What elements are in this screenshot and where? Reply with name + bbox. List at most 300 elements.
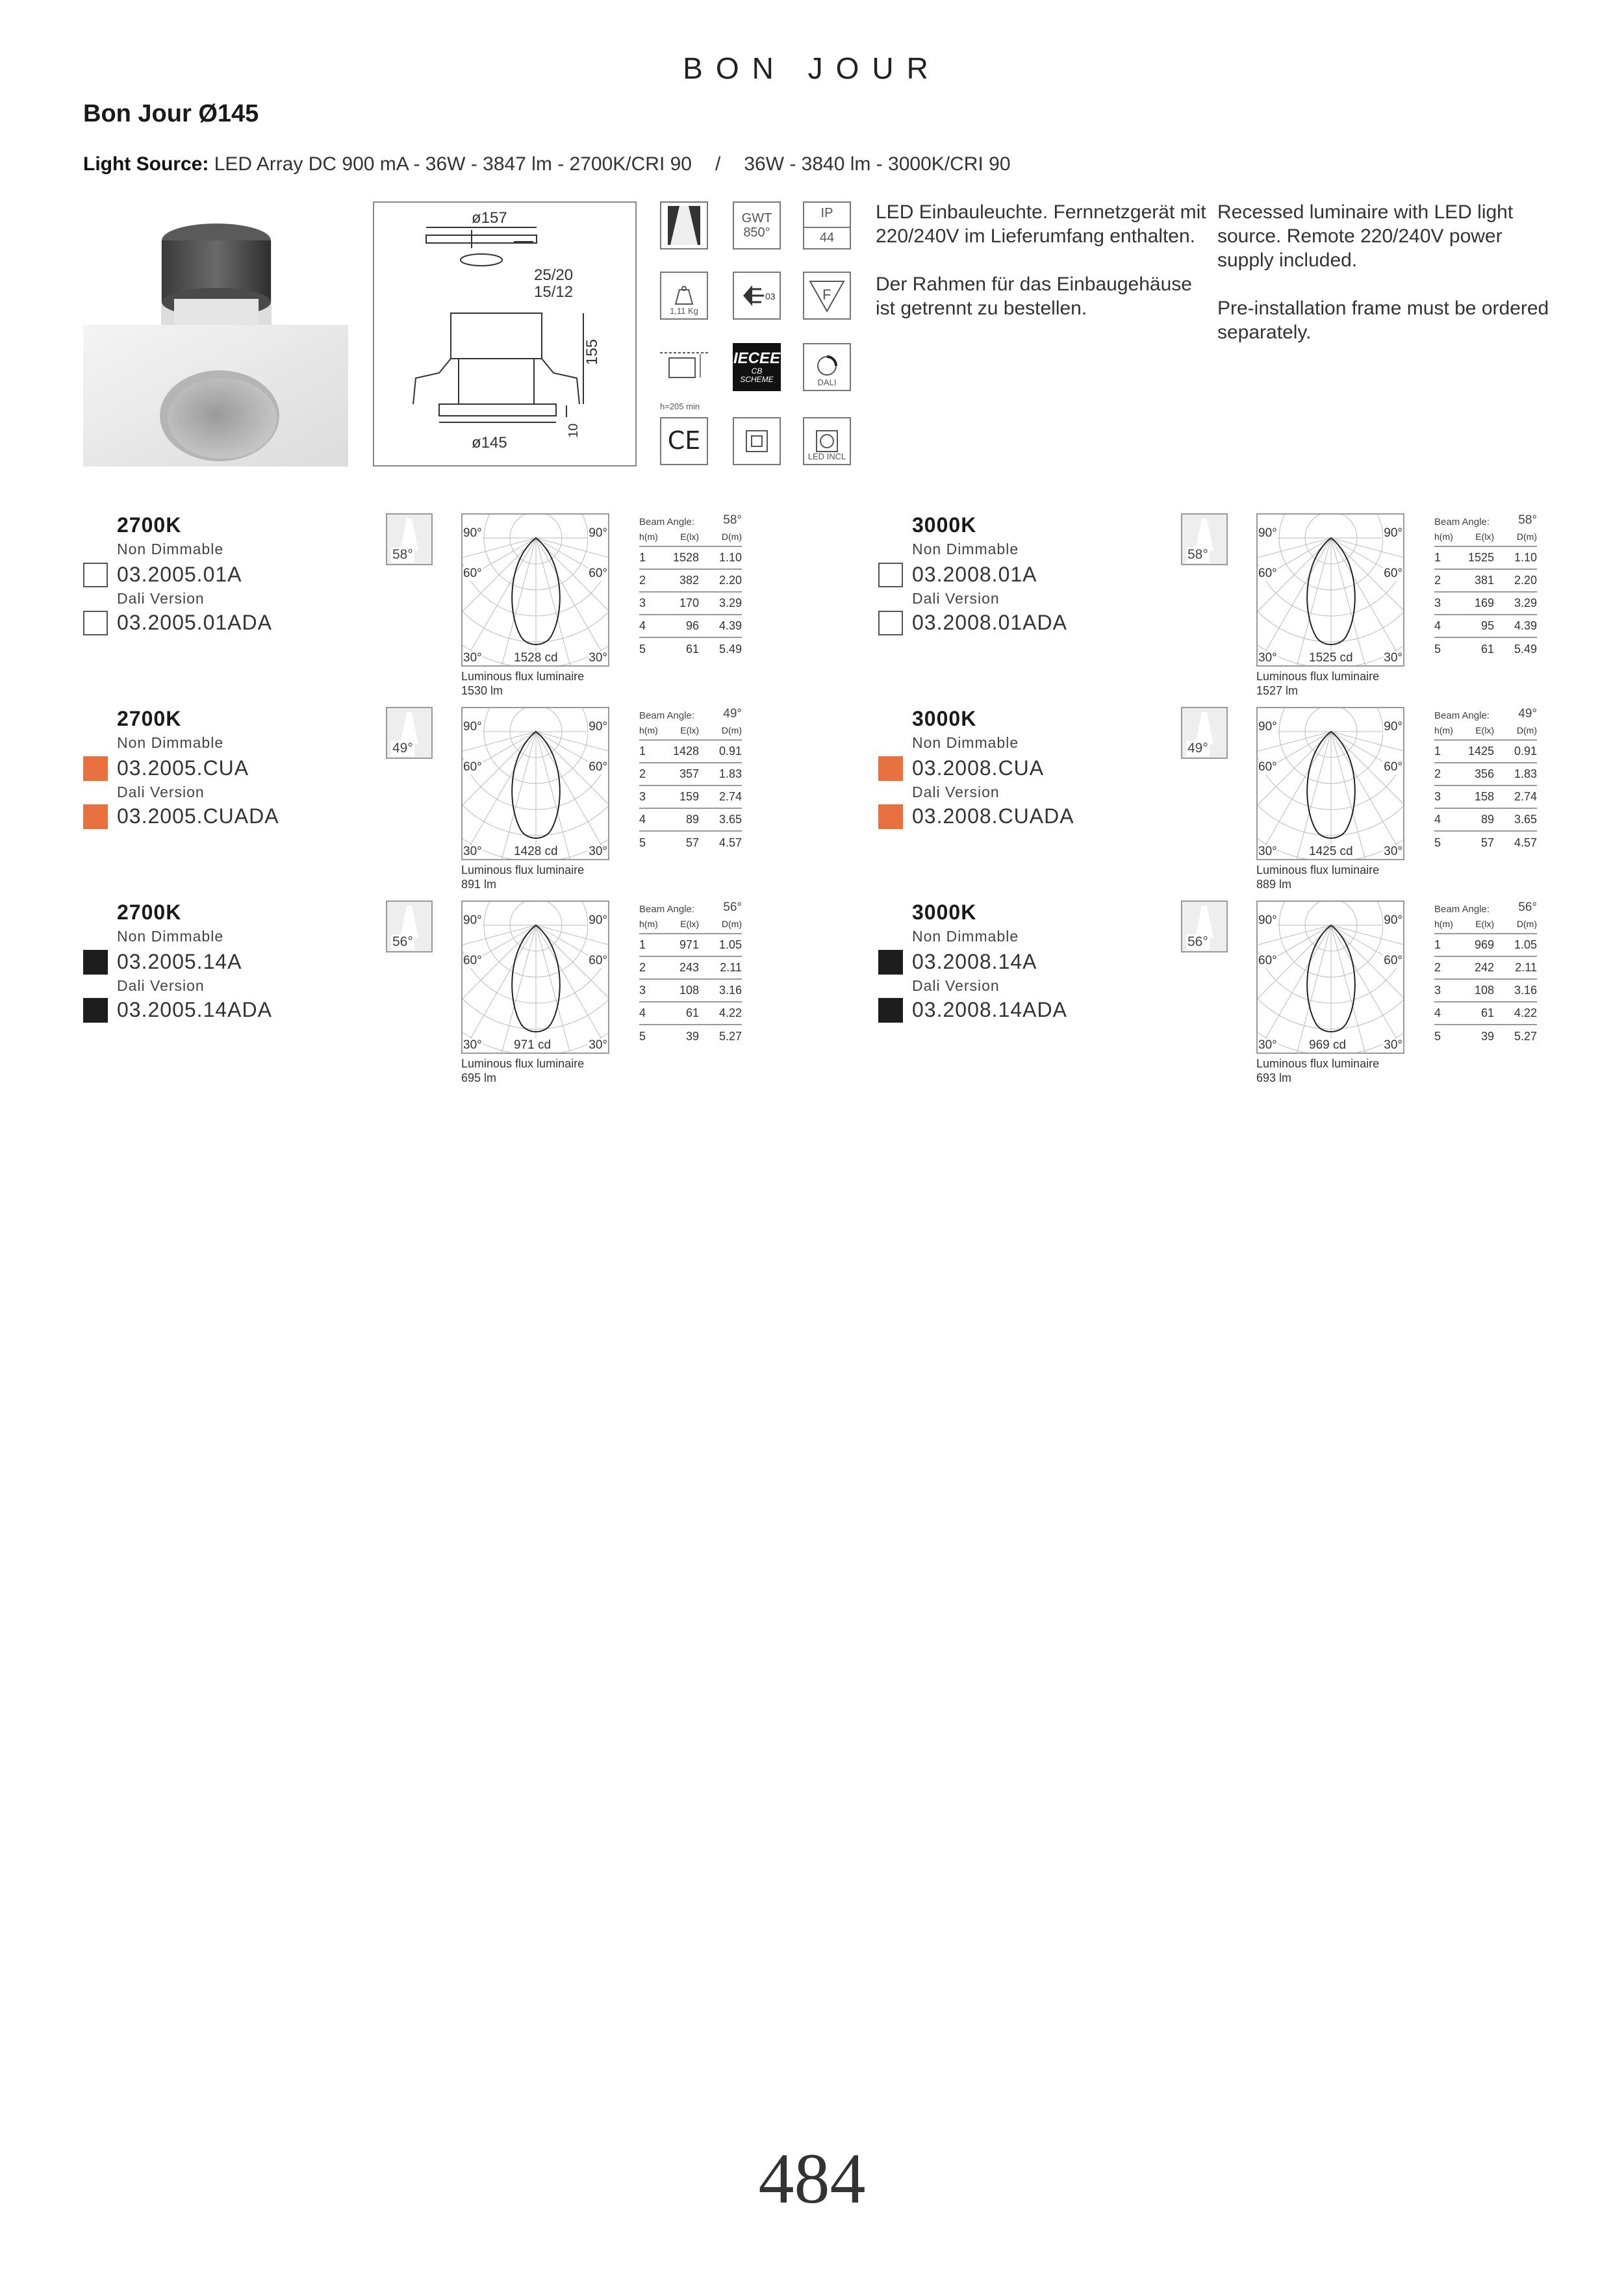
beam-angle-value: 58° [1518,513,1537,527]
luminous-flux [1256,1056,1379,1085]
polar-diagram [461,901,609,1054]
angle-label: 30° [1258,1038,1277,1052]
cell-height: 5 [1434,643,1441,656]
dali-version-label: Dali Version [117,977,205,994]
table-header-row [639,721,742,741]
table-header-row [1434,915,1537,934]
angle-label: 30° [1258,845,1277,858]
non-dimmable-label: Non Dimmable [912,928,1019,945]
beam-angle-badge: 56° [1187,934,1208,949]
table-row [639,741,742,763]
cell-illuminance: 61 [1480,1006,1494,1019]
luminous-flux-value: 1527 lm [1256,684,1299,697]
select-checkbox[interactable] [83,804,108,829]
table-row [1434,638,1537,661]
cell-illuminance: 1528 [672,551,699,564]
angle-label: 60° [589,760,607,774]
table-row [639,786,742,809]
cell-height: 4 [639,813,646,826]
cell-diameter: 3.65 [718,813,742,826]
cell-height: 3 [1434,984,1441,997]
angle-label: 60° [589,954,607,967]
table-row [639,638,742,661]
beam-angle-badge: 56° [392,934,413,949]
cell-illuminance: 95 [1480,619,1494,632]
table-header-row [639,915,742,934]
table-row [1434,980,1537,1003]
cell-diameter: 4.22 [1514,1006,1537,1019]
beam-angle-icon [386,901,433,952]
cell-height: 4 [1434,619,1441,632]
table-row [639,570,742,593]
angle-label: 90° [1384,913,1402,927]
col-header-h: h(m) [1434,919,1453,929]
col-header-h: h(m) [639,725,658,735]
cell-height: 1 [639,551,646,564]
cell-illuminance: 381 [1474,574,1494,587]
cell-height: 2 [639,767,646,780]
beam-angle-header [1434,702,1537,721]
ip-rating-icon [803,201,851,249]
angle-label: 30° [589,1038,607,1052]
gwt-line1: GWT [741,211,772,225]
table-header-row [639,528,742,547]
ip-label: IP [820,206,833,220]
brand-heading: BON JOUR [683,51,941,85]
cell-illuminance: 39 [685,1030,699,1043]
cell-diameter: 4.39 [1514,619,1537,632]
luminous-flux-label: Luminous flux luminaire [1256,670,1380,683]
luminous-flux-value: 693 lm [1256,1071,1292,1084]
cell-height: 3 [1434,790,1441,803]
angle-label: 90° [589,720,607,734]
weight-icon [660,272,708,320]
polar-grid [463,708,608,859]
beam-angle-label: Beam Angle: [1434,904,1490,915]
table-row [1434,809,1537,832]
select-checkbox[interactable] [83,950,108,975]
table-row [1434,832,1537,854]
table-row [639,763,742,786]
beam-angle-icon [1181,513,1228,565]
cell-diameter: 1.83 [718,767,742,780]
cell-illuminance: 242 [1474,961,1494,974]
cell-height: 4 [639,1006,646,1019]
table-header-row [1434,721,1537,741]
table-row [639,1025,742,1048]
page-number: 484 [758,2139,866,2218]
col-header-d: D(m) [1516,531,1537,542]
iecee-line2: CB [751,366,763,376]
cell-diameter: 3.16 [718,984,742,997]
angle-label: 30° [1384,651,1402,665]
select-checkbox[interactable] [83,563,108,587]
cell-diameter: 2.11 [1515,961,1537,974]
beam-angle-header [639,895,742,915]
luminous-flux-label: Luminous flux luminaire [1256,863,1380,876]
angle-label: 30° [1384,1038,1402,1052]
cell-illuminance: 57 [1480,836,1494,849]
angle-label: 60° [1384,954,1402,967]
cell-height: 1 [1434,938,1441,951]
beam-angle-label: Beam Angle: [639,904,695,915]
article-code: 03.2008.CUA [912,756,1045,780]
cell-illuminance: 169 [1474,596,1494,609]
iecee-icon [733,343,781,391]
article-code: 03.2005.14A [117,950,242,973]
beam-angle-icon [1181,707,1228,759]
article-code-dali: 03.2008.CUADA [912,804,1074,828]
dali-version-label: Dali Version [117,784,205,800]
col-header-h: h(m) [639,919,658,929]
cell-illuminance: 61 [1480,643,1494,656]
iecee-line3: SCHEME [740,375,774,385]
cell-diameter: 4.57 [1514,836,1537,849]
select-checkbox[interactable] [878,804,903,829]
select-checkbox[interactable] [83,998,108,1023]
cell-height: 5 [1434,1030,1441,1043]
ce-label: CE [667,426,701,455]
cell-illuminance: 108 [1474,984,1494,997]
cell-illuminance: 1525 [1467,551,1494,564]
technical-drawing [373,201,637,466]
beam-angle-value: 56° [1518,901,1537,914]
beam-angle-label: Beam Angle: [1434,710,1490,721]
beam-angle-value: 56° [723,901,742,914]
cell-height: 1 [639,938,646,951]
cell-diameter: 5.27 [1514,1030,1537,1043]
angle-label: 90° [463,526,482,540]
angle-label: 30° [1258,651,1277,665]
table-row [639,1003,742,1025]
select-checkbox[interactable] [878,998,903,1023]
cell-height: 3 [639,790,646,803]
drawing-dim-bottom: ø145 [472,434,507,452]
col-header-d: D(m) [1516,919,1537,929]
cell-illuminance: 158 [1474,790,1494,803]
illuminance-table [639,895,742,1048]
angle-label: 90° [589,913,607,927]
select-checkbox[interactable] [83,611,108,635]
ip-value: 44 [804,227,850,245]
cell-illuminance: 108 [679,984,699,997]
variant-block [83,707,824,895]
luminous-flux-label: Luminous flux luminaire [461,670,585,683]
table-row [1434,615,1537,638]
f-mark-label: F [822,287,831,303]
angle-label: 90° [463,720,482,734]
select-checkbox[interactable] [878,611,903,635]
cell-illuminance: 89 [685,813,699,826]
drawing-dim-top: ø157 [472,209,507,227]
angle-label: 60° [1384,567,1402,580]
non-dimmable-label: Non Dimmable [912,734,1019,751]
table-row [639,980,742,1003]
table-row [639,809,742,832]
dali-version-label: Dali Version [912,590,1000,607]
table-row [639,832,742,854]
polar-diagram [461,707,609,860]
non-dimmable-label: Non Dimmable [117,734,224,751]
article-code: 03.2005.CUA [117,756,249,780]
select-checkbox[interactable] [83,756,108,781]
table-row [1434,547,1537,570]
cell-illuminance: 382 [679,574,699,587]
cell-diameter: 3.65 [1514,813,1537,826]
light-source-label: Light Source: [83,153,209,175]
energy-class-icon [733,272,781,320]
table-header-row [1434,528,1537,547]
cell-illuminance: 159 [679,790,699,803]
drawing-height: 155 [583,339,601,365]
cell-height: 1 [1434,551,1441,564]
luminous-flux [461,669,584,698]
angle-label: 90° [1384,720,1402,734]
variant-block [878,707,1619,895]
led-included-label: LED INCL [807,451,846,461]
select-checkbox[interactable] [878,756,903,781]
cell-illuminance: 357 [679,767,699,780]
cell-illuminance: 170 [679,596,699,609]
illuminance-table [1434,508,1537,661]
cell-diameter: 1.83 [1514,767,1537,780]
table-row [1434,786,1537,809]
product-title: Bon Jour Ø145 [83,100,259,127]
angle-label: 60° [589,567,607,580]
variant-block [83,513,824,702]
col-header-e: E(lx) [1475,919,1494,929]
cell-illuminance: 61 [685,1006,699,1019]
article-code: 03.2008.01A [912,563,1037,586]
beam-angle-header [639,702,742,721]
table-row [1434,570,1537,593]
beam-angle-value: 58° [723,513,742,527]
cell-illuminance: 89 [1480,813,1494,826]
dali-version-label: Dali Version [912,977,1000,994]
non-dimmable-label: Non Dimmable [117,928,224,945]
beam-angle-label: Beam Angle: [1434,517,1490,528]
polar-grid [463,902,608,1053]
variant-block [83,901,824,1089]
dali-version-label: Dali Version [912,784,1000,800]
table-row [1434,1025,1537,1048]
beam-angle-badge: 58° [1187,547,1208,562]
col-header-d: D(m) [721,725,742,735]
luminous-flux [461,1056,584,1085]
cell-height: 4 [1434,813,1441,826]
candela-value: 971 cd [514,1038,552,1052]
recess-height-label: h=205 min [660,402,700,411]
article-code-dali: 03.2005.CUADA [117,804,279,828]
beam-angle-badge: 49° [392,741,413,756]
iecee-line1: IECEE [733,349,781,367]
variant-block [878,513,1619,702]
table-row [639,547,742,570]
color-temperature: 3000K [912,513,977,537]
angle-label: 90° [1258,526,1277,540]
cell-illuminance: 1425 [1467,745,1494,758]
article-code: 03.2008.14A [912,950,1037,973]
class-two-icon [733,417,781,465]
gwt-line2: 850° [743,225,770,240]
luminous-flux-label: Luminous flux luminaire [461,1057,585,1070]
cell-illuminance: 971 [679,938,699,951]
beam-angle-label: Beam Angle: [639,710,695,721]
angle-label: 60° [463,760,482,774]
angle-label: 90° [589,526,607,540]
col-header-h: h(m) [1434,725,1453,735]
table-row [1434,741,1537,763]
cell-height: 2 [1434,961,1441,974]
beam-angle-value: 49° [1518,707,1537,721]
angle-label: 90° [1258,720,1277,734]
article-code: 03.2005.01A [117,563,242,586]
cell-height: 1 [639,745,646,758]
luminous-flux-label: Luminous flux luminaire [461,863,585,876]
cell-illuminance: 356 [1474,767,1494,780]
illuminance-table [639,508,742,661]
polar-diagram [461,513,609,667]
angle-label: 90° [1258,913,1277,927]
angle-label: 30° [463,651,482,665]
table-row [1434,957,1537,980]
angle-label: 30° [589,845,607,858]
drawing-lines [374,203,635,465]
polar-grid [1258,515,1403,665]
table-row [1434,593,1537,615]
non-dimmable-label: Non Dimmable [117,541,224,557]
candela-value: 969 cd [1309,1038,1347,1052]
cell-diameter: 3.16 [1514,984,1537,997]
col-header-e: E(lx) [680,725,699,735]
col-header-d: D(m) [721,531,742,542]
f-mark-icon [803,272,851,320]
cell-illuminance: 1428 [672,745,699,758]
table-row [639,593,742,615]
polar-diagram [1256,707,1404,860]
light-source-separator: / [715,153,721,175]
cell-diameter: 4.39 [718,619,742,632]
color-temperature: 3000K [912,707,977,730]
article-code-dali: 03.2005.14ADA [117,998,272,1021]
description-english: Recessed luminaire with LED light source. Remote 220/240V power supply included. Pre-installation frame must be ordered separately. [1217,201,1549,343]
dali-version-label: Dali Version [117,590,205,607]
luminous-flux-value: 1530 lm [461,684,503,697]
cell-height: 5 [1434,836,1441,849]
select-checkbox[interactable] [878,950,903,975]
energy-label: 03 [765,291,776,301]
select-checkbox[interactable] [878,563,903,587]
angle-label: 60° [463,954,482,967]
table-row [639,615,742,638]
light-source-spec-b: 36W - 3840 lm - 3000K/CRI 90 [744,153,1011,175]
candela-value: 1428 cd [514,845,558,858]
luminous-flux [1256,669,1379,698]
cell-diameter: 2.11 [720,961,742,974]
col-header-e: E(lx) [1475,725,1494,735]
drawing-cut-a: 25/20 [534,266,574,284]
color-temperature: 2700K [117,901,182,924]
cell-height: 5 [639,836,646,849]
luminous-flux [461,863,584,891]
cell-diameter: 2.20 [718,574,742,587]
cell-height: 3 [1434,596,1441,609]
angle-label: 60° [1384,760,1402,774]
candela-value: 1525 cd [1309,651,1353,665]
polar-grid [463,515,608,665]
beam-angle-header [1434,895,1537,915]
polar-grid [1258,708,1403,859]
cell-diameter: 3.29 [718,596,742,609]
cell-diameter: 0.91 [1514,745,1537,758]
cell-diameter: 3.29 [1514,596,1537,609]
beam-angle-header [639,508,742,528]
ce-mark-icon [660,417,708,465]
table-row [1434,763,1537,786]
angle-label: 60° [1258,760,1277,774]
cell-diameter: 1.05 [718,938,742,951]
cell-illuminance: 96 [685,619,699,632]
beam-angle-value: 49° [723,707,742,721]
col-header-d: D(m) [1516,725,1537,735]
candela-value: 1528 cd [514,651,558,665]
gwt-icon [733,201,781,249]
cell-diameter: 1.05 [1514,938,1537,951]
weight-label: 1,11 Kg [670,305,698,316]
cell-height: 2 [1434,574,1441,587]
light-source-line [83,153,1011,175]
light-source-spec-a: LED Array DC 900 mA - 36W - 3847 lm - 2700K/CRI 90 [214,153,692,175]
article-code-dali: 03.2008.01ADA [912,611,1067,634]
angle-label: 60° [463,567,482,580]
illuminance-table [639,702,742,854]
color-temperature: 3000K [912,901,977,924]
cell-illuminance: 61 [685,643,699,656]
article-code-dali: 03.2005.01ADA [117,611,272,634]
illuminance-table [1434,702,1537,854]
col-header-d: D(m) [721,919,742,929]
drawing-cut-b: 15/12 [534,283,574,301]
col-header-e: E(lx) [680,919,699,929]
angle-label: 60° [1258,567,1277,580]
table-row [1434,1003,1537,1025]
article-code-dali: 03.2008.14ADA [912,998,1067,1021]
angle-label: 90° [463,913,482,927]
cell-diameter: 2.20 [1514,574,1537,587]
cell-illuminance: 39 [1480,1030,1494,1043]
angle-label: 30° [463,1038,482,1052]
col-header-h: h(m) [1434,531,1453,542]
beam-angle-badge: 49° [1187,741,1208,756]
cell-height: 2 [639,574,646,587]
polar-diagram [1256,513,1404,667]
beam-angle-icon [386,707,433,759]
cell-diameter: 5.27 [718,1030,742,1043]
non-dimmable-label: Non Dimmable [912,541,1019,557]
cell-diameter: 0.91 [718,745,742,758]
cell-diameter: 5.49 [1514,643,1537,656]
color-temperature: 2700K [117,707,182,730]
downlight-icon [660,201,708,249]
cell-diameter: 2.74 [1514,790,1537,803]
cell-height: 5 [639,1030,646,1043]
description-german: LED Einbauleuchte. Fernnetzgerät mit 220/240V im Lieferumfang enthalten. Der Rahmen für das Einbaugehäuse ist getrennt zu bestellen. [876,201,1206,319]
luminous-flux [1256,863,1379,891]
color-temperature: 2700K [117,513,182,537]
cell-height: 4 [639,619,646,632]
col-header-h: h(m) [639,531,658,542]
cell-diameter: 1.10 [718,551,742,564]
